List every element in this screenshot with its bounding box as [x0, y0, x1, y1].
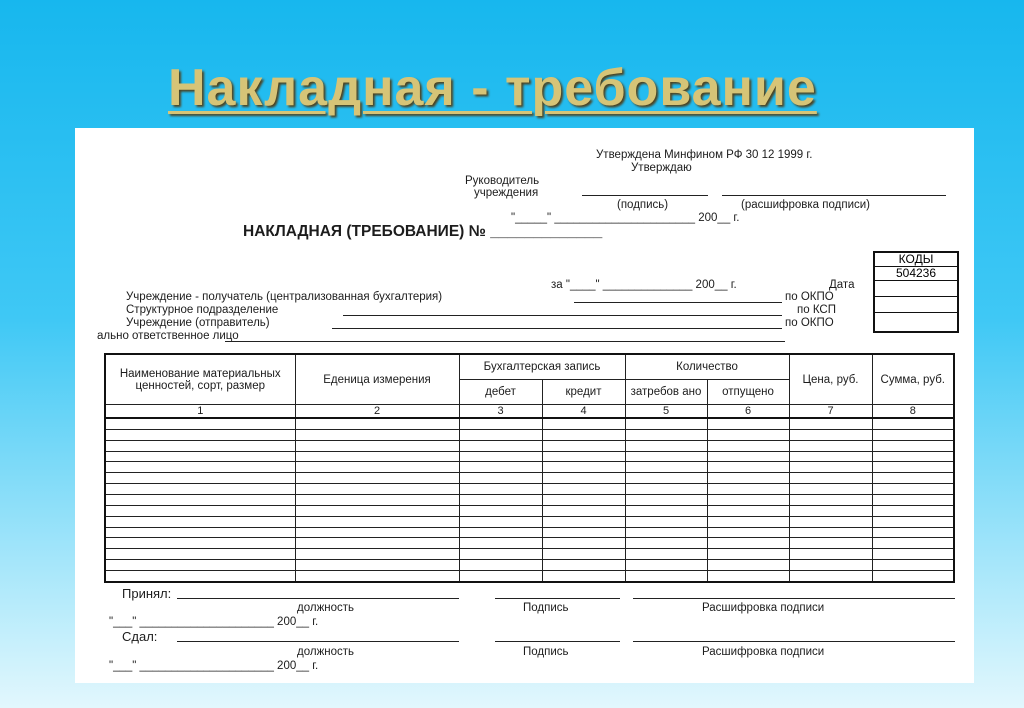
col-number: 5	[625, 405, 707, 419]
table-cell	[295, 560, 459, 571]
handed-label: Сдал:	[122, 629, 158, 644]
signature-hint: (подпись)	[617, 199, 669, 211]
table-cell	[105, 538, 295, 549]
table-cell	[459, 560, 542, 571]
table-cell	[542, 429, 625, 440]
table-row	[105, 571, 954, 582]
table-cell	[105, 462, 295, 473]
table-cell	[625, 560, 707, 571]
table-cell	[295, 505, 459, 516]
field-recipient-label: Учреждение - получатель (централизованная бухгалтерия)	[126, 291, 443, 303]
table-cell	[542, 451, 625, 462]
table-cell	[459, 418, 542, 429]
table-cell	[789, 495, 872, 506]
table-cell	[295, 440, 459, 451]
handed-position-line	[177, 641, 459, 642]
table-cell	[459, 462, 542, 473]
table-cell	[625, 451, 707, 462]
table-cell	[459, 473, 542, 484]
table-cell	[789, 538, 872, 549]
handed-date-line: "___" _____________________ 200__ г.	[109, 660, 319, 672]
table-cell	[459, 538, 542, 549]
table-cell	[872, 451, 954, 462]
table-cell	[105, 505, 295, 516]
table-row	[105, 527, 954, 538]
accepted-signature-line	[495, 598, 620, 599]
handed-decode-label: Расшифровка подписи	[702, 646, 825, 658]
table-cell	[625, 440, 707, 451]
table-cell	[872, 560, 954, 571]
col-number: 3	[459, 405, 542, 419]
table-row	[105, 429, 954, 440]
table-cell	[789, 505, 872, 516]
field-sender-suffix: по ОКПО	[785, 317, 834, 329]
accepted-position-line	[177, 598, 459, 599]
table-cell	[872, 527, 954, 538]
table-row	[105, 549, 954, 560]
field-division-line	[343, 315, 782, 316]
table-cell	[105, 560, 295, 571]
head-label-1: Руководитель	[465, 175, 540, 187]
table-cell	[459, 571, 542, 582]
table-cell	[625, 549, 707, 560]
table-cell	[707, 473, 789, 484]
table-cell	[105, 451, 295, 462]
table-cell	[625, 527, 707, 538]
table-cell	[707, 516, 789, 527]
table-cell	[872, 516, 954, 527]
table-cell	[105, 495, 295, 506]
table-cell	[872, 484, 954, 495]
table-cell	[105, 418, 295, 429]
table-cell	[789, 429, 872, 440]
codes-okpo-cell	[875, 297, 957, 313]
accepted-decode-label: Расшифровка подписи	[702, 602, 825, 614]
table-cell	[295, 495, 459, 506]
header-price: Цена, руб.	[789, 354, 872, 405]
table-cell	[542, 484, 625, 495]
table-cell	[872, 538, 954, 549]
table-cell	[542, 549, 625, 560]
table-cell	[707, 440, 789, 451]
table-cell	[105, 527, 295, 538]
table-cell	[542, 462, 625, 473]
table-cell	[625, 516, 707, 527]
table-cell	[625, 484, 707, 495]
field-sender-label: Учреждение (отправитель)	[126, 317, 270, 329]
table-cell	[789, 516, 872, 527]
codes-header: КОДЫ	[875, 253, 957, 267]
table-cell	[295, 571, 459, 582]
table-cell	[872, 549, 954, 560]
field-sender-line	[332, 328, 782, 329]
table-cell	[459, 495, 542, 506]
table-row	[105, 484, 954, 495]
materials-table	[104, 353, 955, 583]
header-unit: Еденица измерения	[295, 354, 459, 405]
table-row	[105, 462, 954, 473]
accepted-position-label: должность	[297, 602, 355, 614]
table-cell	[707, 462, 789, 473]
head-signature-line	[582, 195, 708, 196]
table-cell	[105, 429, 295, 440]
table-cell	[872, 473, 954, 484]
table-cell	[459, 549, 542, 560]
table-cell	[789, 560, 872, 571]
table-cell	[459, 451, 542, 462]
table-cell	[295, 462, 459, 473]
table-cell	[542, 418, 625, 429]
table-cell	[105, 516, 295, 527]
table-cell	[625, 418, 707, 429]
table-row	[105, 495, 954, 506]
table-cell	[707, 484, 789, 495]
head-decode-line	[722, 195, 946, 196]
col-number: 7	[789, 405, 872, 419]
handed-position-label: должность	[297, 646, 355, 658]
header-requested: затребов ано	[625, 380, 707, 405]
field-recipient-suffix: по ОКПО	[785, 291, 834, 303]
field-recipient-line	[574, 302, 782, 303]
table-cell	[542, 538, 625, 549]
table-row	[105, 516, 954, 527]
table-cell	[542, 473, 625, 484]
table-cell	[295, 418, 459, 429]
table-cell	[707, 538, 789, 549]
table-cell	[459, 429, 542, 440]
table-cell	[295, 549, 459, 560]
col-number: 1	[105, 405, 295, 419]
table-cell	[625, 429, 707, 440]
table-cell	[105, 440, 295, 451]
table-cell	[872, 571, 954, 582]
field-responsible-label: ально ответственное лицо	[97, 330, 239, 342]
table-cell	[542, 495, 625, 506]
decode-hint: (расшифровка подписи)	[741, 199, 870, 211]
head-label-2: учреждения	[474, 187, 539, 199]
codes-date-cell	[875, 281, 957, 297]
table-body	[105, 418, 954, 582]
table-cell	[707, 505, 789, 516]
table-cell	[789, 440, 872, 451]
table-cell	[707, 560, 789, 571]
codes-value: 504236	[875, 267, 957, 281]
handed-signature-label: Подпись	[523, 646, 569, 658]
approved-text: Утверждена Минфином РФ 30 12 1999 г.	[596, 149, 813, 161]
table-cell	[105, 571, 295, 582]
header-credit: кредит	[542, 380, 625, 405]
form-sheet	[75, 128, 974, 683]
table-cell	[542, 505, 625, 516]
approval-date-line: "_____" ______________________ 200__ г.	[511, 212, 740, 224]
table-row	[105, 560, 954, 571]
table-cell	[295, 538, 459, 549]
codes-box	[873, 251, 959, 333]
handed-signature-line	[495, 641, 620, 642]
table-row	[105, 440, 954, 451]
header-released: отпущено	[707, 380, 789, 405]
approve-word: Утверждаю	[631, 162, 692, 174]
table-cell	[459, 516, 542, 527]
field-division-label: Структурное подразделение	[126, 304, 279, 316]
table-cell	[707, 418, 789, 429]
col-number: 2	[295, 405, 459, 419]
accepted-date-line: "___" _____________________ 200__ г.	[109, 616, 319, 628]
document-title: НАКЛАДНАЯ (ТРЕБОВАНИЕ) № _____________	[243, 223, 603, 240]
table-row	[105, 505, 954, 516]
table-cell	[707, 549, 789, 560]
table-cell	[459, 527, 542, 538]
table-cell	[542, 571, 625, 582]
codes-ksp-cell	[875, 313, 957, 328]
header-quantity: Количество	[625, 354, 789, 380]
col-number: 4	[542, 405, 625, 419]
accepted-label: Принял:	[122, 586, 172, 601]
table-cell	[872, 462, 954, 473]
table-cell	[707, 495, 789, 506]
table-cell	[105, 473, 295, 484]
table-cell	[789, 571, 872, 582]
table-cell	[872, 429, 954, 440]
table-cell	[542, 527, 625, 538]
table-cell	[295, 473, 459, 484]
handed-decode-line	[633, 641, 955, 642]
table-cell	[789, 473, 872, 484]
table-cell	[295, 527, 459, 538]
header-sum: Сумма, руб.	[872, 354, 954, 405]
table-cell	[625, 538, 707, 549]
table-cell	[295, 451, 459, 462]
table-cell	[295, 429, 459, 440]
table-cell	[789, 418, 872, 429]
period-line: за "____" ______________ 200__ г.	[551, 279, 737, 291]
table-cell	[105, 549, 295, 560]
table-cell	[542, 440, 625, 451]
date-label: Дата	[829, 279, 855, 291]
slide-title: Накладная - требование	[168, 59, 817, 117]
table-cell	[789, 462, 872, 473]
table-cell	[459, 505, 542, 516]
table-cell	[542, 560, 625, 571]
table-cell	[707, 429, 789, 440]
table-cell	[872, 418, 954, 429]
table-cell	[872, 505, 954, 516]
field-division-suffix: по КСП	[797, 304, 836, 316]
accepted-decode-line	[633, 598, 955, 599]
table-cell	[707, 451, 789, 462]
col-number: 6	[707, 405, 789, 419]
table-cell	[459, 484, 542, 495]
header-debit: дебет	[459, 380, 542, 405]
table-cell	[789, 549, 872, 560]
table-cell	[625, 571, 707, 582]
table-cell	[872, 495, 954, 506]
table-cell	[625, 462, 707, 473]
table-cell	[542, 516, 625, 527]
table-cell	[789, 527, 872, 538]
table-cell	[872, 440, 954, 451]
table-cell	[105, 484, 295, 495]
table-row	[105, 451, 954, 462]
table-row	[105, 473, 954, 484]
table-cell	[295, 484, 459, 495]
table-cell	[707, 571, 789, 582]
table-cell	[625, 473, 707, 484]
table-cell	[625, 505, 707, 516]
header-name: Наименование материальных ценностей, сорт, размер	[105, 354, 295, 405]
table-cell	[625, 495, 707, 506]
table-row	[105, 538, 954, 549]
table-cell	[789, 484, 872, 495]
accepted-signature-label: Подпись	[523, 602, 569, 614]
table-cell	[295, 516, 459, 527]
table-cell	[459, 440, 542, 451]
field-responsible-line	[225, 341, 785, 342]
header-accounting: Бухгалтерская запись	[459, 354, 625, 380]
table-cell	[789, 451, 872, 462]
table-row	[105, 418, 954, 429]
col-number: 8	[872, 405, 954, 419]
table-cell	[707, 527, 789, 538]
